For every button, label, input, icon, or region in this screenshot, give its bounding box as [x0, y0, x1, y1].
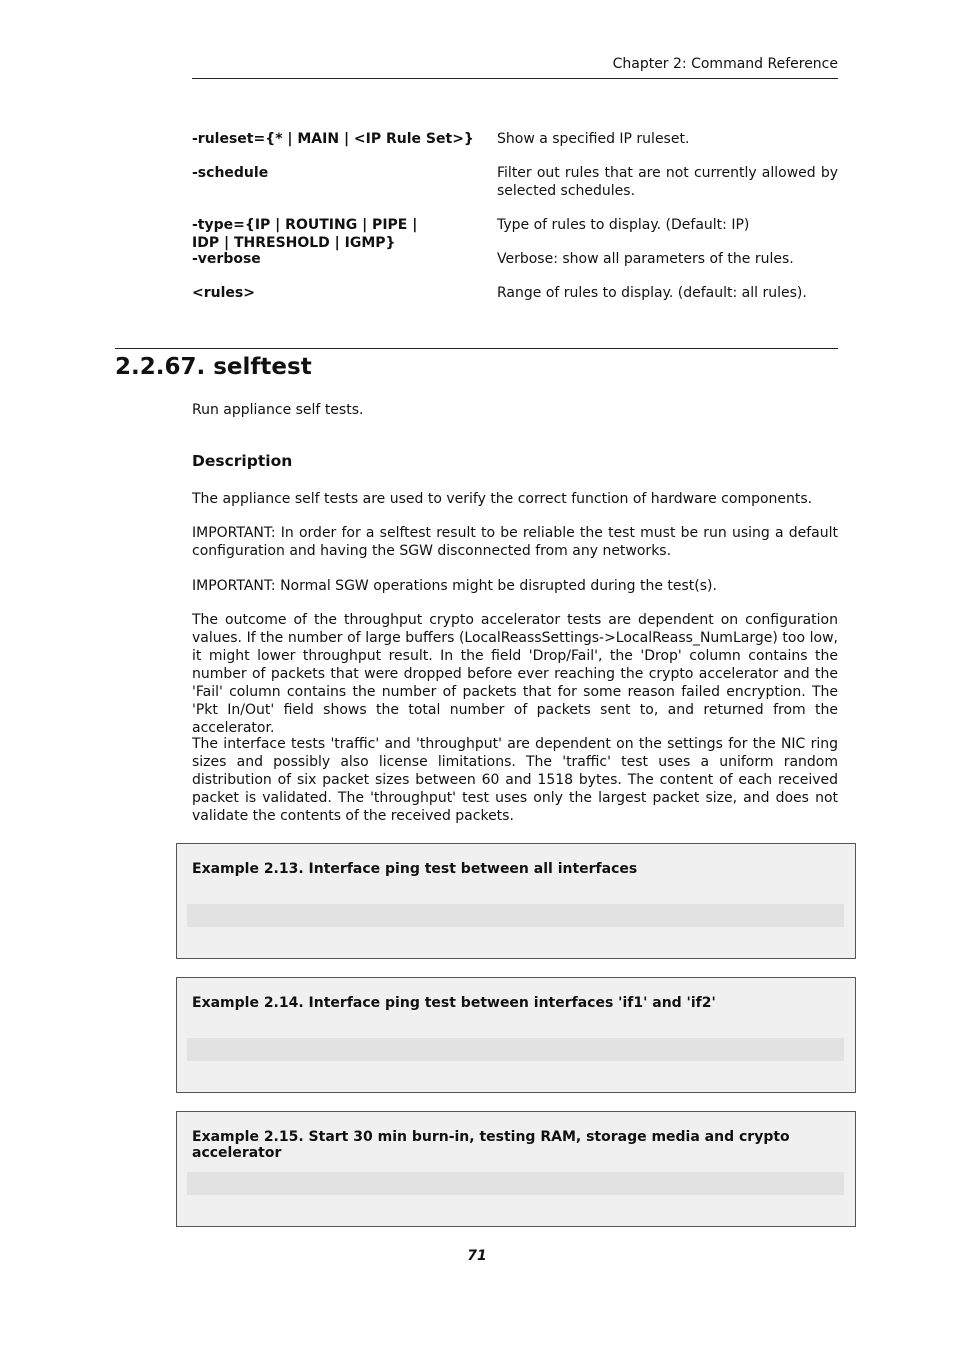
example-code-block: [187, 1038, 844, 1061]
param-desc: Range of rules to display. (default: all rules).: [497, 285, 807, 301]
example-code-block: [187, 904, 844, 927]
description-heading: Description: [192, 452, 293, 470]
param-desc: Filter out rules that are not currently allowed by selected schedules.: [497, 165, 838, 199]
example-box: [176, 843, 856, 959]
param-name: <rules>: [192, 285, 255, 301]
example-box: [176, 1111, 856, 1227]
example-title: Example 2.13. Interface ping test between all interfaces: [192, 861, 638, 877]
example-code-block: [187, 1172, 844, 1195]
param-desc: Type of rules to display. (Default: IP): [497, 217, 750, 233]
running-header: [192, 56, 838, 79]
example-title: Example 2.15. Start 30 min burn-in, testing RAM, storage media and crypto accelerator: [192, 1129, 790, 1161]
param-name: -schedule: [192, 165, 269, 181]
param-desc: Verbose: show all parameters of the rules.: [497, 251, 794, 267]
param-name: -type={IP | ROUTING | PIPE | IDP | THRESHOLD | IGMP}: [192, 217, 418, 251]
description-paragraph: IMPORTANT: In order for a selftest result to be reliable the test must be run using a default configuration and having the SGW disconnected from any networks.: [192, 525, 838, 559]
description-paragraph: IMPORTANT: Normal SGW operations might be disrupted during the test(s).: [192, 578, 717, 594]
section-divider: [115, 348, 838, 349]
example-title: Example 2.14. Interface ping test between interfaces 'if1' and 'if2': [192, 995, 716, 1011]
description-paragraph: The outcome of the throughput crypto accelerator tests are dependent on configuration values. If the number of large buffers (LocalReassSettings->LocalReass_NumLarge) too low, it might lower throughput result. In the field 'Drop/Fail', the 'Drop' column contains the number of packets that were dropped before ever reaching the crypto accelerator and the 'Fail' column contains the number of packets that for some reason failed encryption. The 'Pkt In/Out' field shows the total number of packets sent to, and returned from the accelerator.: [192, 612, 838, 736]
section-title: 2.2.67. selftest: [115, 354, 312, 380]
section-summary: Run appliance self tests.: [192, 402, 364, 418]
chapter-title: Chapter 2: Command Reference: [612, 56, 838, 72]
page-number: 71: [467, 1248, 487, 1264]
description-paragraph: The interface tests 'traffic' and 'throughput' are dependent on the settings for the NIC ring sizes and possibly also license limitations. The 'traffic' test uses a uniform random distribution of six packet sizes between 60 and 1518 bytes. The content of each received packet is validated. The 'throughput' test uses only the largest packet size, and does not validate the contents of the received packets.: [192, 736, 838, 824]
param-desc: Show a specified IP ruleset.: [497, 131, 690, 147]
description-paragraph: The appliance self tests are used to verify the correct function of hardware components.: [192, 491, 813, 507]
param-name: -ruleset={* | MAIN | <IP Rule Set>}: [192, 131, 474, 147]
example-box: [176, 977, 856, 1093]
param-name: -verbose: [192, 251, 261, 267]
